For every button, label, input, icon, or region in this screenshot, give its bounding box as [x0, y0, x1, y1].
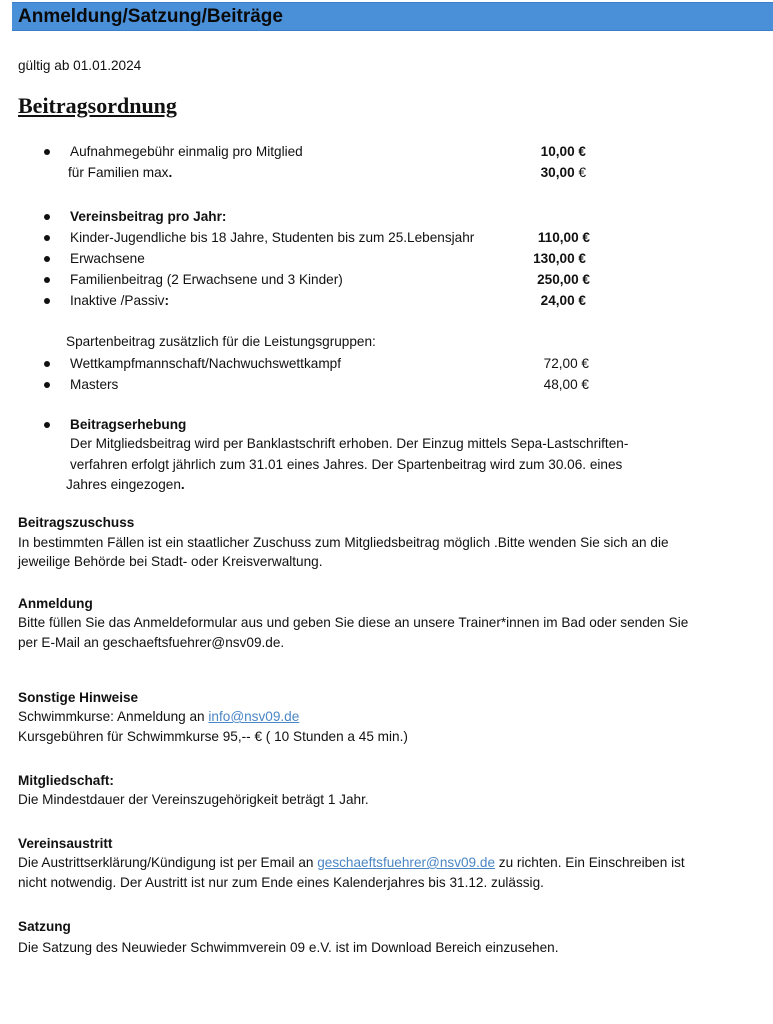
withdrawal-text: Die Austrittserklärung/Kündigung ist per Email an — [18, 855, 318, 870]
family-max-price — [541, 163, 586, 183]
valid-from-date: gültig ab 01.01.2024 — [18, 58, 142, 73]
bullet-icon — [44, 149, 50, 155]
bullet-icon — [44, 256, 50, 262]
course-fees-text: Kursgebühren für Schwimmkurse 95,-- € ( 10 Stunden a 45 min.) — [18, 729, 408, 744]
swim-course-text: Schwimmkurse: Anmeldung an — [18, 709, 209, 724]
registration-text-line: Bitte füllen Sie das Anmeldeformular aus und geben Sie diese an unsere Trainer*innen im Bad oder senden Sie — [18, 615, 689, 630]
registration-text-line: per E-Mail an geschaeftsfuehrer@nsv09.de. — [18, 635, 285, 650]
annual-fee-heading: Vereinsbeitrag pro Jahr: — [70, 209, 227, 224]
division-item-label: Wettkampfmannschaft/Nachwuchswettkampf — [70, 356, 341, 371]
fee-schedule-heading: Beitragsordnung — [18, 93, 177, 118]
bullet-icon — [44, 235, 50, 241]
fee-item-price: 130,00 € — [533, 251, 586, 266]
fee-item-price: 24,00 € — [540, 293, 586, 308]
fee-item-price: 250,00 € — [537, 272, 590, 287]
registration-heading: Anmeldung — [18, 596, 93, 611]
fee-collection-line — [66, 475, 185, 495]
family-max-label — [68, 163, 172, 183]
statute-heading: Satzung — [18, 919, 71, 934]
membership-heading: Mitgliedschaft: — [18, 773, 114, 788]
fee-collection-line-end: . — [180, 477, 185, 492]
membership-text: Die Mindestdauer der Vereinszugehörigkeit beträgt 1 Jahr. — [18, 792, 369, 807]
other-notes-heading: Sonstige Hinweise — [18, 690, 139, 705]
fee-item-label-text: Inaktive /Passiv — [70, 293, 165, 308]
subsidy-text-line: jeweilige Behörde bei Stadt- oder Kreisverwaltung. — [18, 554, 323, 569]
bullet-icon — [44, 298, 50, 304]
statute-text: Die Satzung des Neuwieder Schwimmverein 09 e.V. ist im Download Bereich einzusehen. — [18, 940, 559, 955]
admission-fee-price: 10,00 € — [540, 144, 586, 159]
fee-item-label: Kinder-Jugendliche bis 18 Jahre, Studenten bis zum 25.Lebensjahr — [70, 230, 475, 245]
fee-item-label-colon: : — [164, 293, 169, 308]
family-max-price-currency: € — [578, 165, 586, 180]
bullet-icon — [44, 382, 50, 388]
family-max-dot: . — [168, 165, 173, 180]
bullet-icon — [44, 361, 50, 367]
family-max-price-number: 30,00 — [540, 165, 575, 180]
fee-collection-heading: Beitragserhebung — [70, 417, 187, 432]
withdrawal-email-link[interactable]: geschaeftsfuehrer@nsv09.de — [317, 855, 496, 870]
bullet-icon — [44, 422, 50, 428]
fee-collection-line-text: Jahres eingezogen — [66, 477, 181, 492]
division-fee-intro: Spartenbeitrag zusätzlich für die Leistungsgruppen: — [66, 334, 376, 349]
fee-item-label: Familienbeitrag (2 Erwachsene und 3 Kinder) — [70, 272, 343, 287]
family-max-text: für Familien max — [68, 165, 169, 180]
fee-collection-line: verfahren erfolgt jährlich zum 31.01 eines Jahres. Der Spartenbeitrag wird zum 30.06. eines — [70, 457, 623, 472]
bullet-icon — [44, 277, 50, 283]
withdrawal-text-line — [18, 853, 685, 873]
division-item-price: 48,00 € — [543, 377, 589, 392]
fee-collection-line: Der Mitgliedsbeitrag wird per Banklastschrift erhoben. Der Einzug mittels Sepa-Lastschriften- — [70, 436, 629, 451]
withdrawal-text: zu richten. Ein Einschreiben ist — [495, 855, 685, 870]
withdrawal-heading: Vereinsaustritt — [18, 836, 113, 851]
fee-item-price: 110,00 € — [537, 230, 590, 245]
admission-fee-label: Aufnahmegebühr einmalig pro Mitglied — [70, 144, 303, 159]
fee-item-label — [70, 291, 169, 311]
withdrawal-text-line: nicht notwendig. Der Austritt ist nur zum Ende eines Kalenderjahres bis 31.12. zulässig. — [18, 875, 544, 890]
subsidy-text-line: In bestimmten Fällen ist ein staatlicher Zuschuss zum Mitgliedsbeitrag möglich .Bitte wenden Sie sich an die — [18, 535, 669, 550]
fee-item-label: Erwachsene — [70, 251, 145, 266]
division-item-label: Masters — [70, 377, 119, 392]
subsidy-heading: Beitragszuschuss — [18, 515, 135, 530]
swim-course-email-link[interactable]: info@nsv09.de — [208, 709, 300, 724]
swim-course-registration — [18, 707, 299, 727]
division-item-price: 72,00 € — [543, 356, 589, 371]
page-title: Anmeldung/Satzung/Beiträge — [18, 6, 283, 27]
bullet-icon — [44, 214, 50, 220]
page-header-bar — [12, 2, 773, 31]
